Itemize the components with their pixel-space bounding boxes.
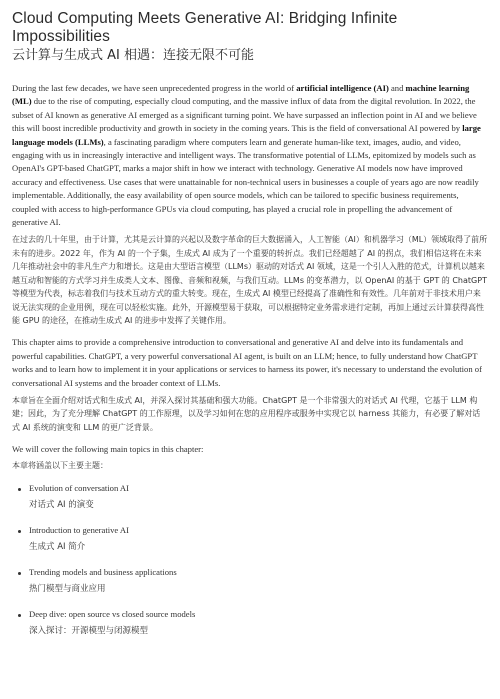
term-ai: artificial intelligence (AI) <box>296 83 389 93</box>
aim-paragraph-en: This chapter aims to provide a comprehensive introduction to conversational and generative AI and delve into its fundamentals and powerful capabilities. ChatGPT, a very powerful conversational AI agent, is built on an LLM; hence, to fully understand how ChatGPT works and to learn how to implement it in your applications or services to harness its power, it's necessary to understand the evolution of conversational AI systems and the broader context of LLMs. <box>12 337 482 388</box>
topic-zh: 深入探讨：开源模型与闭源模型 <box>29 625 149 636</box>
topic-en: Deep dive: open source vs closed source models <box>29 608 196 619</box>
list-item <box>12 566 488 596</box>
aim-paragraph-zh: 本章旨在全面介绍对话式和生成式 AI，并深入探讨其基础和强大功能。ChatGPT 是一个非常强大的对话式 AI 代理，它基于 LLM 构建；因此，为了充分理解 ChatGPT 的工作原理，以及学习如何在您的应用程序或服务中实现它以 harness 其能力，有必要了解对话式 AI 系统的演变和 LLM 的更广泛背景。 <box>12 395 481 432</box>
term-ml: machine learning (ML) <box>12 83 470 107</box>
bullet-dot-icon <box>18 488 21 491</box>
bullet-dot-icon <box>18 572 21 575</box>
chapter-page <box>0 10 500 699</box>
bullet-dot-icon <box>18 614 21 617</box>
topics-list <box>12 482 488 638</box>
chapter-title-en: Cloud Computing Meets Generative AI: Bridging Infinite Impossibilities <box>12 10 398 45</box>
topics-intro-zh: 本章将涵盖以下主要主题： <box>12 460 108 470</box>
term-llm: large language models (LLMs) <box>12 123 481 147</box>
topic-zh: 热门模型与商业应用 <box>29 583 106 594</box>
list-item <box>12 482 488 512</box>
list-item <box>12 608 488 638</box>
topic-en: Introduction to generative AI <box>29 524 129 535</box>
topic-zh: 对话式 AI 的演变 <box>29 499 94 510</box>
intro-paragraph-zh: 在过去的几十年里，由于计算，尤其是云计算的兴起以及数字革命的巨大数据涌入，人工智能（AI）和机器学习（ML）领域取得了前所未有的进步。2022 年，作为 AI 的一个子集，生成式 AI 成为了一个重要的转折点。我们已经超越了 AI 的拐点，我们相信这将在未来几年推动社会中的非凡生产力和增长。这是由大型语言模型（LLMs）驱动的对话式 AI 领域，这是一个引人入胜的范式，计算机以越来越互动和智能的方式学习并生成类人文本、图像、音频和视频，与我们互动。LLMs 的变革潜力，以 OpenAI 的基于 GPT 的 ChatGPT 等模型为代表，标志着我们与技术互动方式的重大转变。现在，生成式 AI 模型已经提高了准确性和有效性。几年前对于非技术用户来说无法实现的企业用例，现在可以轻松实施。此外，开源模型易于获取，可以根据特定业务需求进行定制，再加上通过云计算获得高性能 GPU 的途径，在推动生成式 AI 的进步中发挥了关键作用。 <box>12 235 488 325</box>
topics-intro-en: We will cover the following main topics in this chapter: <box>12 444 204 455</box>
topic-en: Evolution of conversation AI <box>29 482 130 493</box>
list-item <box>12 524 488 554</box>
topic-zh: 生成式 AI 简介 <box>29 541 86 552</box>
topic-en: Trending models and business applications <box>29 566 177 577</box>
intro-paragraph-en: During the last few decades, we have seen unprecedented progress in the world of artificial intelligence (AI) and machine learning (ML) due to the rise of computing, especially cloud computing, and the massive influx of data from the digital revolution. In 2022, the subset of AI known as generative AI emerged as a significant turning point. We have surpassed an inflection point in AI and we believe this will boost incredible productivity and growth in society in the coming years. This is the field of conversational AI powered by large language models (LLMs), a fascinating paradigm where computers learn and generate human-like text, images, audio, and video, engaging with us in increasingly interactive and intelligent ways. The transformative potential of LLMs, epitomized by models such as OpenAI's GPT-based ChatGPT, marks a major shift in how we interact with technology. Generative AI models now have improved accuracy and effectiveness. Use cases that were unattainable for non-technical users in businesses a couple of years ago are now readily implementable. Additionally, the easy availability of open source models, which can be tailored to specific business requirements, coupled with access to high-performance GPUs via cloud computing, has played a crucial role in propelling the advancement of generative AI. <box>12 83 481 228</box>
chapter-title-zh: 云计算与生成式 AI 相遇：连接无限不可能 <box>12 48 254 63</box>
bullet-dot-icon <box>18 530 21 533</box>
